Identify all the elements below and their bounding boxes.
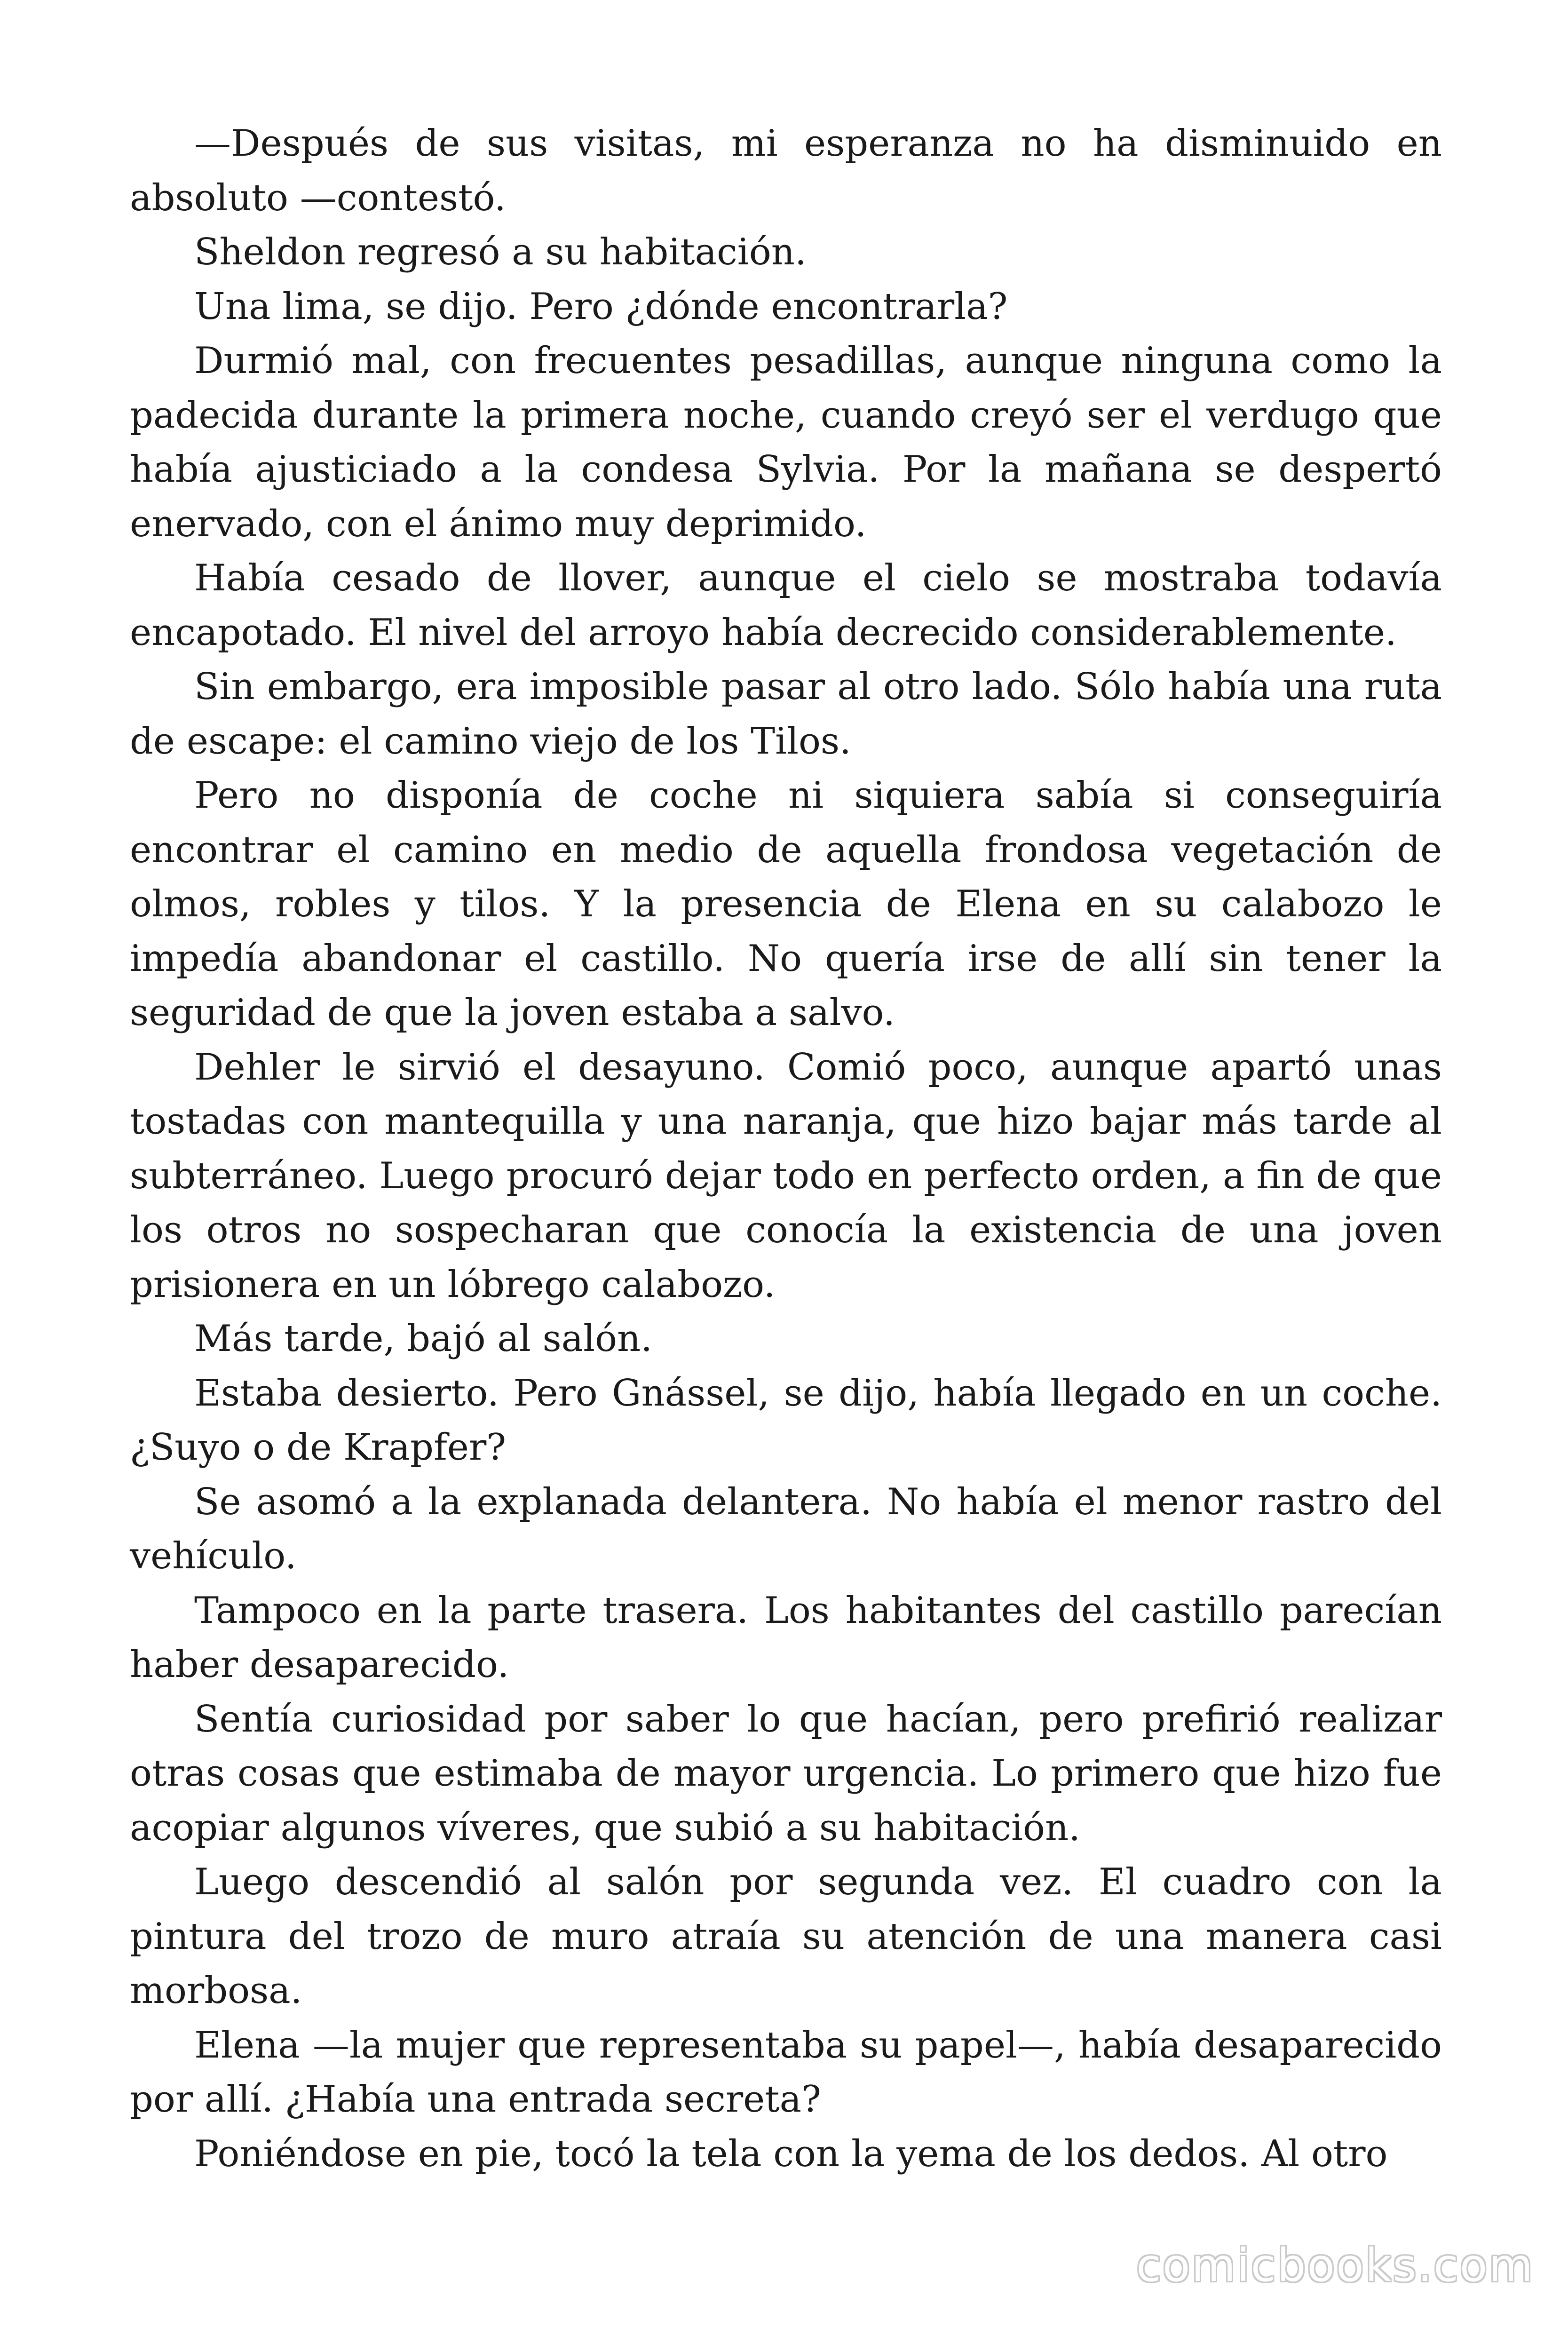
paragraph: Una lima, se dijo. Pero ¿dónde encontrarla? — [194, 285, 1008, 328]
paragraph: Dehler le sirvió el desayuno. Comió poco, aunque apartó unas tostadas con mantequilla y una naranja, que hizo bajar más tarde al subterráneo. Luego procuró dejar todo en perfecto orden, a fin de que los otros no sospecharan que conocía la existencia de una joven prisionera en un lóbrego calabozo. — [130, 1046, 1442, 1306]
paragraph: Había cesado de llover, aunque el cielo se mostraba todavía encapotado. El nivel del arroyo había decrecido considerablemente. — [130, 557, 1442, 654]
watermark: comicbooks.com — [1136, 2239, 1534, 2292]
paragraph: Sin embargo, era imposible pasar al otro lado. Sólo había una ruta de escape: el camino viejo de los Tilos. — [130, 666, 1442, 763]
paragraph: Tampoco en la parte trasera. Los habitantes del castillo parecían haber desaparecido. — [130, 1589, 1442, 1686]
paragraph: Estaba desierto. Pero Gnássel, se dijo, había llegado en un coche. ¿Suyo o de Krapfer? — [130, 1372, 1442, 1469]
body-text — [130, 117, 1442, 2181]
paragraph: —Después de sus visitas, mi esperanza no ha disminuido en absoluto —contestó. — [130, 122, 1442, 219]
paragraph: Se asomó a la explanada delantera. No había el menor rastro del vehículo. — [130, 1480, 1442, 1577]
paragraph: Sentía curiosidad por saber lo que hacían, pero prefirió realizar otras cosas que estimaba de mayor urgencia. Lo primero que hizo fue acopiar algunos víveres, que subió a su habitación. — [130, 1698, 1442, 1849]
paragraph: Poniéndose en pie, tocó la tela con la yema de los dedos. Al otro — [194, 2132, 1388, 2175]
paragraph: Luego descendió al salón por segunda vez. El cuadro con la pintura del trozo de muro atraía su atención de una manera casi morbosa. — [130, 1861, 1442, 2012]
paragraph: Elena —la mujer que representaba su papel—, había desaparecido por allí. ¿Había una entrada secreta? — [130, 2024, 1442, 2121]
paragraph: Sheldon regresó a su habitación. — [194, 231, 807, 273]
paragraph: Más tarde, bajó al salón. — [194, 1318, 653, 1360]
paragraph: Durmió mal, con frecuentes pesadillas, aunque ninguna como la padecida durante la primera noche, cuando creyó ser el verdugo que había ajusticiado a la condesa Sylvia. Por la mañana se despertó enervado, con el ánimo muy deprimido. — [130, 340, 1442, 545]
paragraph: Pero no disponía de coche ni siquiera sabía si conseguiría encontrar el camino en medio de aquella frondosa vegetación de olmos, robles y tilos. Y la presencia de Elena en su calabozo le impedía abandonar el castillo. No quería irse de allí sin tener la seguridad de que la joven estaba a salvo. — [130, 774, 1442, 1034]
